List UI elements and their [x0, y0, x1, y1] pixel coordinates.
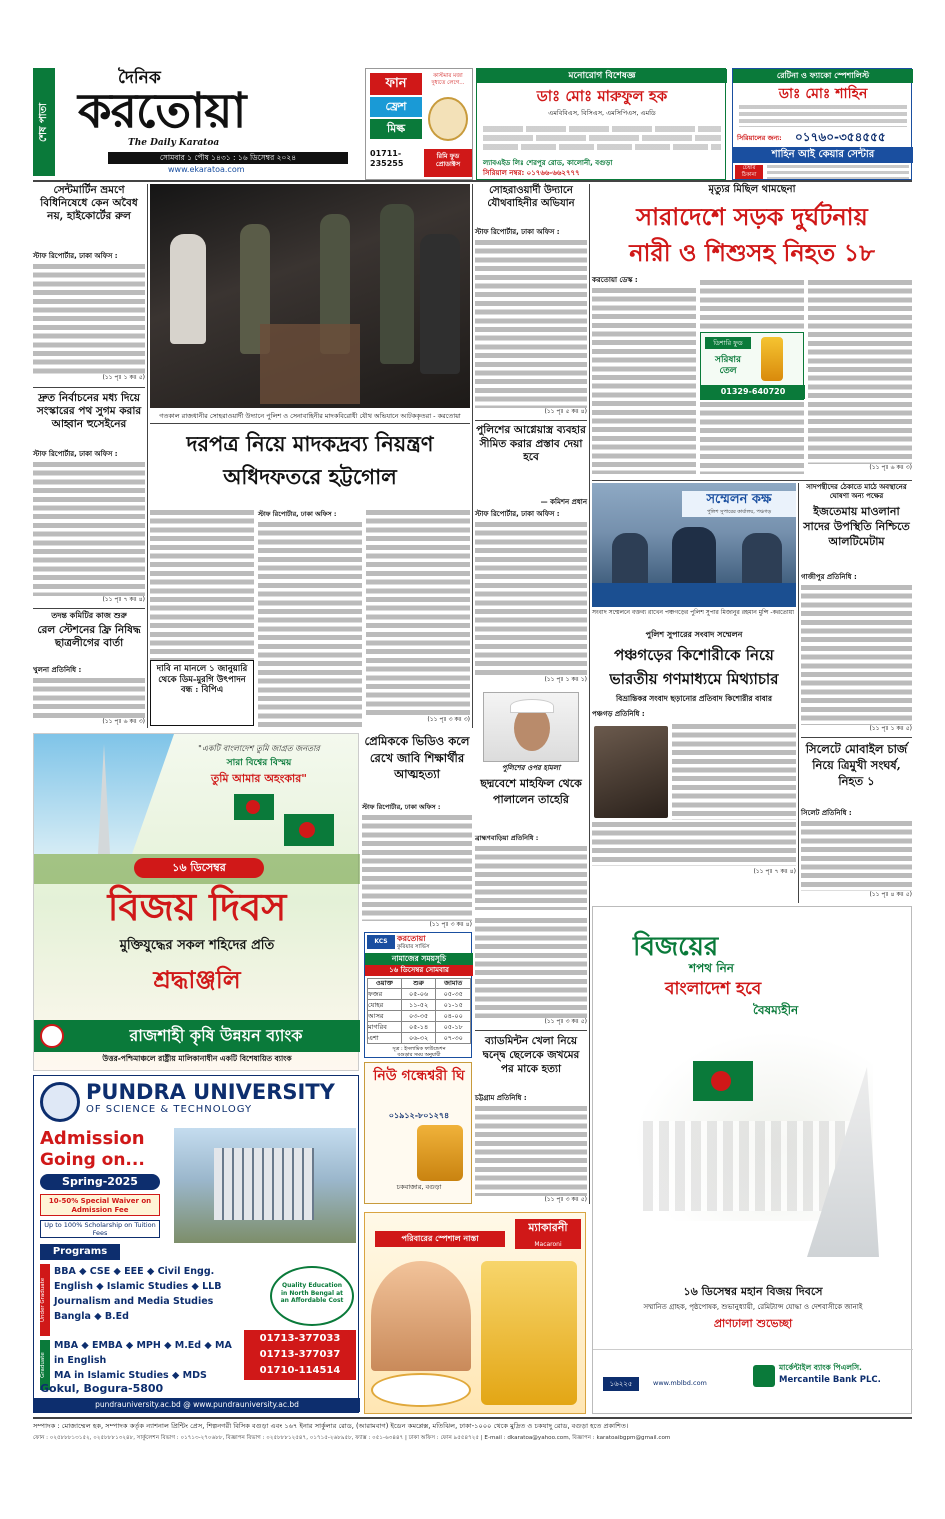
photo-caption: পুলিশের ওপর হামলা	[501, 764, 561, 772]
family-photo	[371, 1261, 471, 1371]
prayer-header: শুরু	[401, 979, 436, 989]
prayer-cell: আসর	[368, 1011, 402, 1022]
macaroni-pack-icon	[481, 1261, 577, 1405]
lead-col-a	[150, 510, 254, 730]
prayer-cell: ০৫-১৮	[436, 1022, 471, 1033]
lead-col-c	[366, 510, 470, 730]
headline-egg-poultry: দাবি না মানলে ১ জানুয়ারি থেকে ডিম-মুরগি উৎপাদন বন্ধ : বিপিএ	[156, 664, 248, 696]
photo-caption: গতকাল রাজধানীর সোহরাওয়ার্দী উদ্যানে পুলিশ ও সেনাবাহিনীর মাদকবিরোধী যৌথ অভিযানে আটককৃতরা - করতোয়া	[159, 412, 461, 420]
article-body	[475, 240, 587, 408]
ad-fresh-tagline: কাস্টমার মজা দুধ্যতে লেগে...	[431, 73, 465, 86]
jump-line: (১১ পৃঃ ৩ কঃ ৫)	[544, 1018, 587, 1025]
jump-line: (১১ পৃঃ ৭ কঃ ৪)	[102, 596, 145, 603]
byline: স্টাফ রিপোর্টার, ঢাকা অফিস :	[475, 228, 560, 236]
prayer-cell: ০৭-৩০	[436, 1033, 471, 1044]
macaroni-banner: পরিবারের স্পেশাল নাস্তা	[375, 1231, 505, 1247]
prayer-cell: ০৫-০৬	[401, 989, 436, 1000]
doctor-ad-maruful[interactable]	[476, 68, 726, 180]
program-item: B.Ed	[104, 1311, 129, 1322]
headline-ijtema[interactable]: ইজতেমায় মাওলানা সাদের উপস্থিতি নিশ্চিতে আলটিমেটাম	[803, 505, 910, 548]
article-body	[33, 462, 145, 596]
doctor2-address	[767, 165, 909, 179]
headline-panchagarh-1[interactable]: পঞ্চগড়ের কিশোরীকে নিয়ে	[614, 646, 774, 664]
flag-icon	[693, 1061, 753, 1101]
prayer-date: ১৬ ডিসেম্বর সোমবার	[365, 965, 473, 976]
program-item: EEE	[124, 1266, 144, 1277]
prayer-cell: ০৫-৩৫	[436, 989, 471, 1000]
lead-headline-1[interactable]: সারাদেশে সড়ক দুর্ঘটনায়	[636, 202, 868, 231]
premik-story	[362, 733, 472, 923]
doctor2-details	[739, 105, 907, 127]
ghee-jar-icon	[417, 1125, 463, 1181]
badminton-story	[475, 1034, 587, 1208]
university-logo-icon	[40, 1082, 80, 1122]
prayer-table	[367, 978, 471, 1044]
prayer-note-2: বগুড়ার সময় অনুযায়ী	[397, 1052, 441, 1058]
article-body	[258, 522, 362, 727]
article-body	[808, 280, 912, 464]
headline-rail-station[interactable]: রেল স্টেশনের ফ্রি নিষিদ্ধ ছাত্রলীগের বার্তা	[37, 624, 141, 650]
grad-label: Graduate	[40, 1340, 50, 1390]
admission-semester: Spring-2025	[40, 1174, 160, 1190]
article-body	[366, 510, 470, 715]
prayer-cell: ০১-১৫	[436, 1000, 471, 1011]
hotline-number[interactable]: ১৬২২৫	[603, 1377, 639, 1391]
programs-label: Programs	[40, 1244, 120, 1260]
article-body	[801, 821, 912, 891]
doctor1-degrees: এমবিবিএস, বিসিএস, এমসিপিএস, এমডি	[548, 109, 656, 117]
macaroni-ad[interactable]	[364, 1212, 586, 1414]
jump-line: (১১ পৃঃ ৭ কঃ ৪)	[753, 868, 796, 875]
jump-line: (১১ পৃঃ ১ কঃ ৫)	[102, 374, 145, 381]
article-body	[150, 510, 254, 660]
program-item: MPH	[136, 1340, 161, 1351]
jump-line: (১১ পৃঃ ৫ কঃ ৪)	[544, 408, 587, 415]
prayer-brand: করতোয়া	[397, 934, 426, 943]
admission-label: Admission	[40, 1128, 145, 1149]
doctor1-details	[483, 123, 721, 157]
prayer-cell: ০৬-৩২	[401, 1033, 436, 1044]
lead-kicker: মৃত্যুর মিছিল থামছেনা	[708, 184, 796, 195]
headline-saint-martin[interactable]: সেন্টমার্টিন ভ্রমণে বিধিনিষেধে কেন অবৈধ নয়, হাইকোর্টের রুল	[40, 184, 138, 223]
university-subtitle: OF SCIENCE & TECHNOLOGY	[86, 1104, 253, 1115]
article-body	[801, 585, 912, 725]
doctor1-name: ডাঃ মোঃ মারুফুল হক	[536, 87, 668, 105]
program-item: LLB	[202, 1281, 222, 1292]
headline-narcotics[interactable]: দরপত্র নিয়ে মাদকদ্রব্য নিয়ন্ত্রণ অধিদফতরে হট্টগোল	[186, 431, 434, 489]
quality-badge: Quality Education in North Bengal at an Affordable Cost	[270, 1266, 354, 1326]
victory-day-ad[interactable]	[33, 733, 359, 1071]
doctor2-serial-label: সিরিয়ালের জন্য:	[737, 134, 782, 142]
prayer-title: নামাজের সময়সূচি	[365, 953, 473, 965]
doctor2-name: ডাঃ মোঃ শাহিন	[778, 86, 868, 102]
bank-name: রাজশাহী কৃষি উন্নয়ন ব্যাংক	[129, 1026, 303, 1045]
program-item: English	[54, 1281, 93, 1292]
article-body	[33, 678, 145, 718]
website-link[interactable]: www.ekaratoa.com	[168, 165, 245, 174]
column-1	[33, 184, 145, 728]
doctor2-center: শাহিন আই কেয়ার সেন্টার	[733, 147, 913, 163]
ad-fresh-word1: ফান	[370, 73, 422, 95]
byline: গাজীপুর প্রতিনিধি :	[801, 573, 857, 581]
ad-quote-3: তুমি আমার অহংকার"	[210, 772, 308, 785]
program-item: MA in Islamic Studies	[54, 1370, 169, 1381]
waiver-badge: 10-50% Special Waiver on Admission Fee	[40, 1194, 160, 1216]
imprint-line: সম্পাদক : মোজাম্মেল হক, সম্পাদক কর্তৃক ন্যাশনাল প্রিন্টিং প্রেস, শিল্পনগরী বিসিক বগুড়া এবং ১৬৭ ইনার সার্কুলার রোড, (আরামবাগ) ইডেন কমপ্লেক্স, মতিঝিল, ঢাকা-১০০০ থেকে মুদ্রিত ও চকযাদু রোড, বগুড়া হতে প্রকাশিত।	[33, 1422, 629, 1430]
ghee-address: চকবাজার, বগুড়া	[396, 1183, 442, 1191]
program-item: MDS	[182, 1370, 207, 1381]
lead-col-b	[258, 510, 362, 730]
ad-line-2: সম্মানিত গ্রাহক, পৃষ্ঠপোষক, শুভানুধ্যায়ী, রেমিট্যান্স যোদ্ধা ও দেশবাসীকে জানাই	[643, 1303, 863, 1311]
doctor1-specialty: মনোরোগ বিশেষজ্ঞ	[477, 69, 727, 83]
program-item: Islamic Studies	[106, 1281, 189, 1292]
program-item: Bangla	[54, 1311, 91, 1322]
doctor2-specialty: রেটিনা ও ফ্যাকো স্পেশালিস্ট	[733, 69, 913, 83]
cookie-icon	[428, 97, 468, 141]
courier-logo-icon: KCS	[367, 935, 395, 949]
lead-story	[592, 184, 912, 480]
article-body	[592, 288, 696, 474]
article-body	[33, 264, 145, 374]
prayer-note: সূত্র : ইসলামিক ফাউন্ডেশন	[392, 1046, 446, 1052]
ghee-ad[interactable]	[364, 1062, 472, 1204]
article-body	[475, 1106, 587, 1196]
ad-title-3: বাংলাদেশ হবে	[665, 979, 762, 999]
prayer-cell: ০৫-১৪	[401, 1022, 436, 1033]
photo-press-conference[interactable]	[592, 483, 796, 607]
headline-jabi[interactable]: প্রেমিককে ভিডিও কলে রেখে জাবি শিক্ষার্থীর আত্মহত্যা	[364, 734, 470, 782]
headline-badminton[interactable]: ব্যাডমিন্টন খেলা নিয়ে দ্বন্দ্বে ছেলেকে জখমের পর মাকে হত্যা	[482, 1035, 580, 1076]
ad-title: বিজয় দিবস	[107, 884, 287, 929]
flag-icon	[234, 794, 274, 820]
ghee-phone: ০১৯১২-৮০১২৭৪	[388, 1111, 450, 1120]
headline-panchagarh-2[interactable]: ভারতীয় গণমাধ্যমে মিথ্যাচার	[609, 670, 779, 688]
prayer-times	[364, 932, 472, 1058]
jump-line: (১১ পৃঃ ১ কঃ ৫)	[869, 725, 912, 732]
cap-shape	[510, 699, 554, 713]
plate-icon	[371, 1373, 471, 1407]
ad-fresh-brand: রিমি ফুড প্রোডাক্টস	[424, 149, 472, 177]
phone-number[interactable]: 01710-114514	[259, 1365, 341, 1376]
person-figure	[420, 234, 460, 374]
ad-title-2: শপথ নিন	[689, 961, 734, 975]
headline-election[interactable]: দ্রুত নির্বাচনের মধ্য দিয়ে সংস্কারের পথ সুগম করার আহ্বান হুসেইনের	[36, 392, 142, 431]
masthead-small-title: দৈনিক	[118, 68, 161, 88]
building-shape	[214, 1148, 314, 1220]
doctor2-addr-label: চেম্বার ঠিকানা	[735, 165, 763, 179]
photo-raid[interactable]	[150, 184, 470, 408]
byline: স্টাফ রিপোর্টার, ঢাকা অফিস :	[33, 450, 118, 458]
ad-tribute: শ্রদ্ধাঞ্জলি	[153, 965, 241, 994]
phone-number[interactable]: 01713-377033	[259, 1333, 341, 1344]
cleric-photo[interactable]	[483, 692, 579, 762]
jump-line: (১১ পৃঃ ১ কঃ ১)	[544, 676, 587, 683]
banner-sub: পুলিশ সুপারের কার্যালয়, পঞ্চগড়	[682, 509, 796, 517]
masthead-logo: করতোয়া	[78, 83, 246, 139]
program-item: MBA	[54, 1340, 79, 1351]
ad-date: ১৬ ডিসেম্বর	[134, 858, 264, 878]
ug-label: Under Graduate	[40, 1264, 50, 1336]
mahfil-story	[475, 692, 587, 922]
ad-brand: ডিশারি ফুড	[705, 337, 751, 349]
byline: স্টাফ রিপোর্টার, ঢাকা অফিস :	[475, 510, 560, 518]
ad-fresh-phone: 01711-235255	[370, 149, 404, 168]
ad-fresh-word3: মিল্ক	[370, 119, 422, 139]
university-website[interactable]: pundrauniversity.ac.bd @ www.pundrauniversity.ac.bd	[34, 1398, 360, 1412]
doctor1-clinic: ল্যাবএইড লিঃ শেরপুর রোড, কালোনী, বগুড়া	[483, 159, 613, 167]
ad-quote-1: "একটি বাংলাদেশ তুমি জাগ্রত জনতার	[198, 744, 320, 753]
program-item: Civil Engg.	[157, 1266, 215, 1277]
prayer-cell: ফজর	[368, 989, 402, 1000]
ad-title-4: বৈষম্যহীন	[753, 1003, 799, 1017]
prayer-brand-sub: কুরিয়ার সার্ভিস	[397, 944, 430, 950]
bank-name-en: Mercantile Bank PLC.	[779, 1375, 881, 1385]
headline-taheri[interactable]: ছদ্মবেশে মাহফিল থেকে পালালেন তাহেরি	[480, 777, 582, 806]
fresh-milk-ad[interactable]	[365, 68, 473, 180]
bank-logo-icon	[753, 1365, 775, 1387]
section-tab	[33, 68, 55, 176]
prayer-header: জামাত	[436, 979, 471, 989]
person-figure	[170, 234, 206, 344]
column-4b	[475, 424, 587, 692]
flag-icon	[284, 814, 334, 846]
doctor2-phone: ০১৭৬০-৩৫৪৫৫৫	[795, 130, 886, 144]
date-line: সোমবার ১ পৌষ ১৪৩১ : ১৬ ডিসেম্বর ২০২৪	[108, 152, 348, 164]
prayer-cell: ০৩-৩৫	[401, 1011, 436, 1022]
subheadline: বিভ্রান্তিকর সংবাদ ছড়ানোর প্রতিবাদ কিশোরীর বাবার	[616, 694, 772, 703]
byline: পঞ্চগড় প্রতিনিধি :	[592, 710, 645, 718]
byline: সিলেট প্রতিনিধি :	[801, 809, 852, 817]
person-figure	[380, 204, 414, 364]
bank-name-bn: মার্কেন্টাইল ব্যাংক পিএলসি.	[779, 1363, 862, 1372]
jump-line: (১১ পৃঃ ৬ কঃ ৩)	[102, 718, 145, 725]
jump-line: (১১ পৃঃ ৬ কঃ ৩)	[869, 464, 912, 471]
university-name: PUNDRA UNIVERSITY	[86, 1080, 335, 1104]
ad-subtitle: মুক্তিযুদ্ধের সকল শহিদের প্রতি	[119, 938, 275, 953]
article-body	[700, 280, 804, 330]
byline: খুলনা প্রতিনিধি :	[33, 666, 82, 674]
ad-phone: 01329-640720	[701, 385, 805, 399]
kicker: তদন্ত কমিটির কাজ শুরু	[51, 611, 127, 620]
ug-programs: BBA ◆ CSE ◆ EEE ◆ Civil Engg. English ◆ Islamic Studies ◆ LLB Journalism and Media Studies Bangla ◆ B.Ed	[54, 1266, 222, 1322]
program-item: BBA	[54, 1266, 76, 1277]
byline: ব্রাহ্মণবাড়িয়া প্রতিনিধি :	[475, 834, 539, 842]
section-tab-label: শেষ পাতা	[38, 102, 49, 142]
scholarship-badge: Up to 100% Scholarship on Tuition Fees	[40, 1220, 160, 1238]
headline-sylhet[interactable]: সিলেটে মোবাইল চার্জ নিয়ে ত্রিমুখী সংঘর্ষ, নিহত ১	[805, 742, 908, 789]
program-item: CSE	[89, 1266, 111, 1277]
banner-text: সম্মেলন কক্ষ	[682, 491, 796, 515]
headline-suhrawardy[interactable]: সোহরাওয়ার্দী উদ্যানে যৌথবাহিনীর অভিযান	[487, 185, 575, 209]
macaroni-brand: ম্যাকারনী	[515, 1219, 581, 1249]
admission-going: Going on...	[40, 1150, 145, 1170]
phone-block	[244, 1330, 356, 1380]
oil-bottle-icon	[761, 337, 783, 381]
article-body	[700, 402, 804, 474]
jump-line: (১১ পৃঃ ৩ কঃ ৩)	[427, 716, 470, 723]
column-7	[801, 483, 912, 903]
prayer-cell: এশা	[368, 1033, 402, 1044]
bank-strip	[34, 1020, 360, 1052]
campus-photo	[174, 1128, 356, 1243]
ad-quote-2: সারা বিশ্বের বিস্ময়	[226, 758, 292, 768]
bank-website[interactable]: www.mblbd.com	[653, 1379, 707, 1387]
pundra-university-ad[interactable]	[33, 1075, 359, 1413]
table-cloth	[592, 583, 796, 607]
byline: স্টাফ রিপোর্টার, ঢাকা অফিস :	[362, 803, 441, 811]
kicker: পুলিশ সুপারের সংবাদ সম্মেলন	[645, 630, 743, 639]
mercantile-bank-ad[interactable]	[592, 906, 912, 1414]
bank-subtitle: উত্তর-পশ্চিমাঞ্চলে রাষ্ট্রীয় মালিকানাধীন একটি বিশেষায়িত ব্যাংক	[102, 1054, 292, 1063]
kicker: — কমিশন প্রধান	[540, 498, 587, 506]
byline: করতোয়া ডেস্ক :	[592, 276, 638, 284]
article-body	[672, 724, 796, 820]
ad-product: সরিষার তেল	[715, 355, 741, 377]
prayer-cell: ১১-৫২	[401, 1000, 436, 1011]
truck-bed	[260, 324, 360, 404]
middle-block	[150, 426, 470, 728]
article-body	[475, 846, 587, 910]
jump-line: (১১ পৃঃ ৩ কঃ ৫)	[544, 1196, 587, 1203]
jump-line: (১১ পৃঃ ৪ কঃ ৫)	[869, 891, 912, 898]
program-item: Journalism and Media Studies	[54, 1296, 214, 1307]
jump-line: (১১ পৃঃ ৩ কঃ ৪)	[429, 921, 472, 928]
article-body	[475, 522, 587, 676]
byline: চট্টগ্রাম প্রতিনিধি :	[475, 1094, 527, 1102]
article-body	[475, 918, 587, 1018]
doctor-ad-shahin[interactable]	[732, 68, 912, 180]
ad-greeting: প্রাণঢালা শুভেচ্ছা	[713, 1317, 793, 1330]
ad-line-1: ১৬ ডিসেম্বর মহান বিজয় দিবসে	[683, 1285, 823, 1298]
boxed-story[interactable]	[150, 660, 254, 726]
photo-caption: সংবাদ সম্মেলনে বক্তব্য রাখেন পঞ্চগড়ের পুলিশ সুপার মিজানুর রহমান মুন্সি -করতোয়া	[592, 609, 794, 616]
program-item: MA in English	[54, 1340, 232, 1366]
ghee-title: নিউ গন্ধেশ্বরী ঘি	[373, 1068, 465, 1084]
kicker: সাদপন্থীদের ঠেকাতে মাঠে অবস্থানের ঘোষণা অন্য পক্ষের	[806, 483, 907, 501]
program-item: M.Ed	[174, 1340, 202, 1351]
program-item: EMBA	[91, 1340, 123, 1351]
masthead	[58, 68, 358, 180]
lead-headline-2[interactable]: নারী ও শিশুসহ নিহত ১৮	[629, 238, 875, 267]
article-body	[362, 815, 472, 921]
masthead-english-name: The Daily Karatoa	[128, 138, 220, 148]
prayer-cell: যোহর	[368, 1000, 402, 1011]
doctor1-serial: সিরিয়াল নম্বর: ০১৭৬৬-৬৬২৭৭৭	[483, 169, 580, 177]
prayer-cell: মাগরিব	[368, 1022, 402, 1033]
university-location: Gokul, Bogura-5800	[40, 1382, 164, 1395]
byline: স্টাফ রিপোর্টার, ঢাকা অফিস :	[33, 252, 118, 260]
article-body	[592, 822, 796, 866]
girl-photo[interactable]	[594, 726, 668, 818]
prayer-header: ওয়াক্ত	[368, 979, 402, 989]
grad-programs: MBA ◆ EMBA ◆ MPH ◆ M.Ed ◆ MA in English MA in Islamic Studies ◆ MDS	[54, 1340, 232, 1381]
contact-line: ফোন : ০২৫৮৮৮১৩১৫২, ০২৫৮৮৮১৩২৪৮, সার্কুলেশন বিভাগ : ০১৭১৩-২৭০৬৮৮, বিজ্ঞাপন বিভাগ : ০২৫৮৮৮১২৫৪৭, ০১৭১৫-২৬৮৯৫৮, ফ্যাক্স : ০৫১-৬৩৪৪৭ | ঢাকা অফিস : ফোন ৯৫৫৪৭২৫ | E-mail : dkaratoa@yahoo.com, বিজ্ঞাপন : karatoaibgpm@gmail.com	[33, 1435, 671, 1441]
ad-title-1: বিজয়ের	[633, 932, 719, 962]
headline-police-firearms[interactable]: পুলিশের আগ্নেয়াস্ত্র ব্যবহার সীমিত করার প্রস্তাব দেয়া হবে	[476, 424, 586, 464]
byline: স্টাফ রিপোর্টার, ঢাকা অফিস :	[258, 510, 337, 518]
ad-fresh-word2: ফ্রেশ	[370, 97, 422, 117]
prayer-cell: ০৪-০০	[436, 1011, 471, 1022]
phone-number[interactable]: 01713-377037	[259, 1349, 341, 1360]
macaroni-sub: Macaroni	[515, 1241, 581, 1249]
bank-logo-icon	[40, 1024, 64, 1048]
panch-body	[592, 724, 796, 902]
mustard-oil-ad[interactable]	[700, 332, 804, 400]
